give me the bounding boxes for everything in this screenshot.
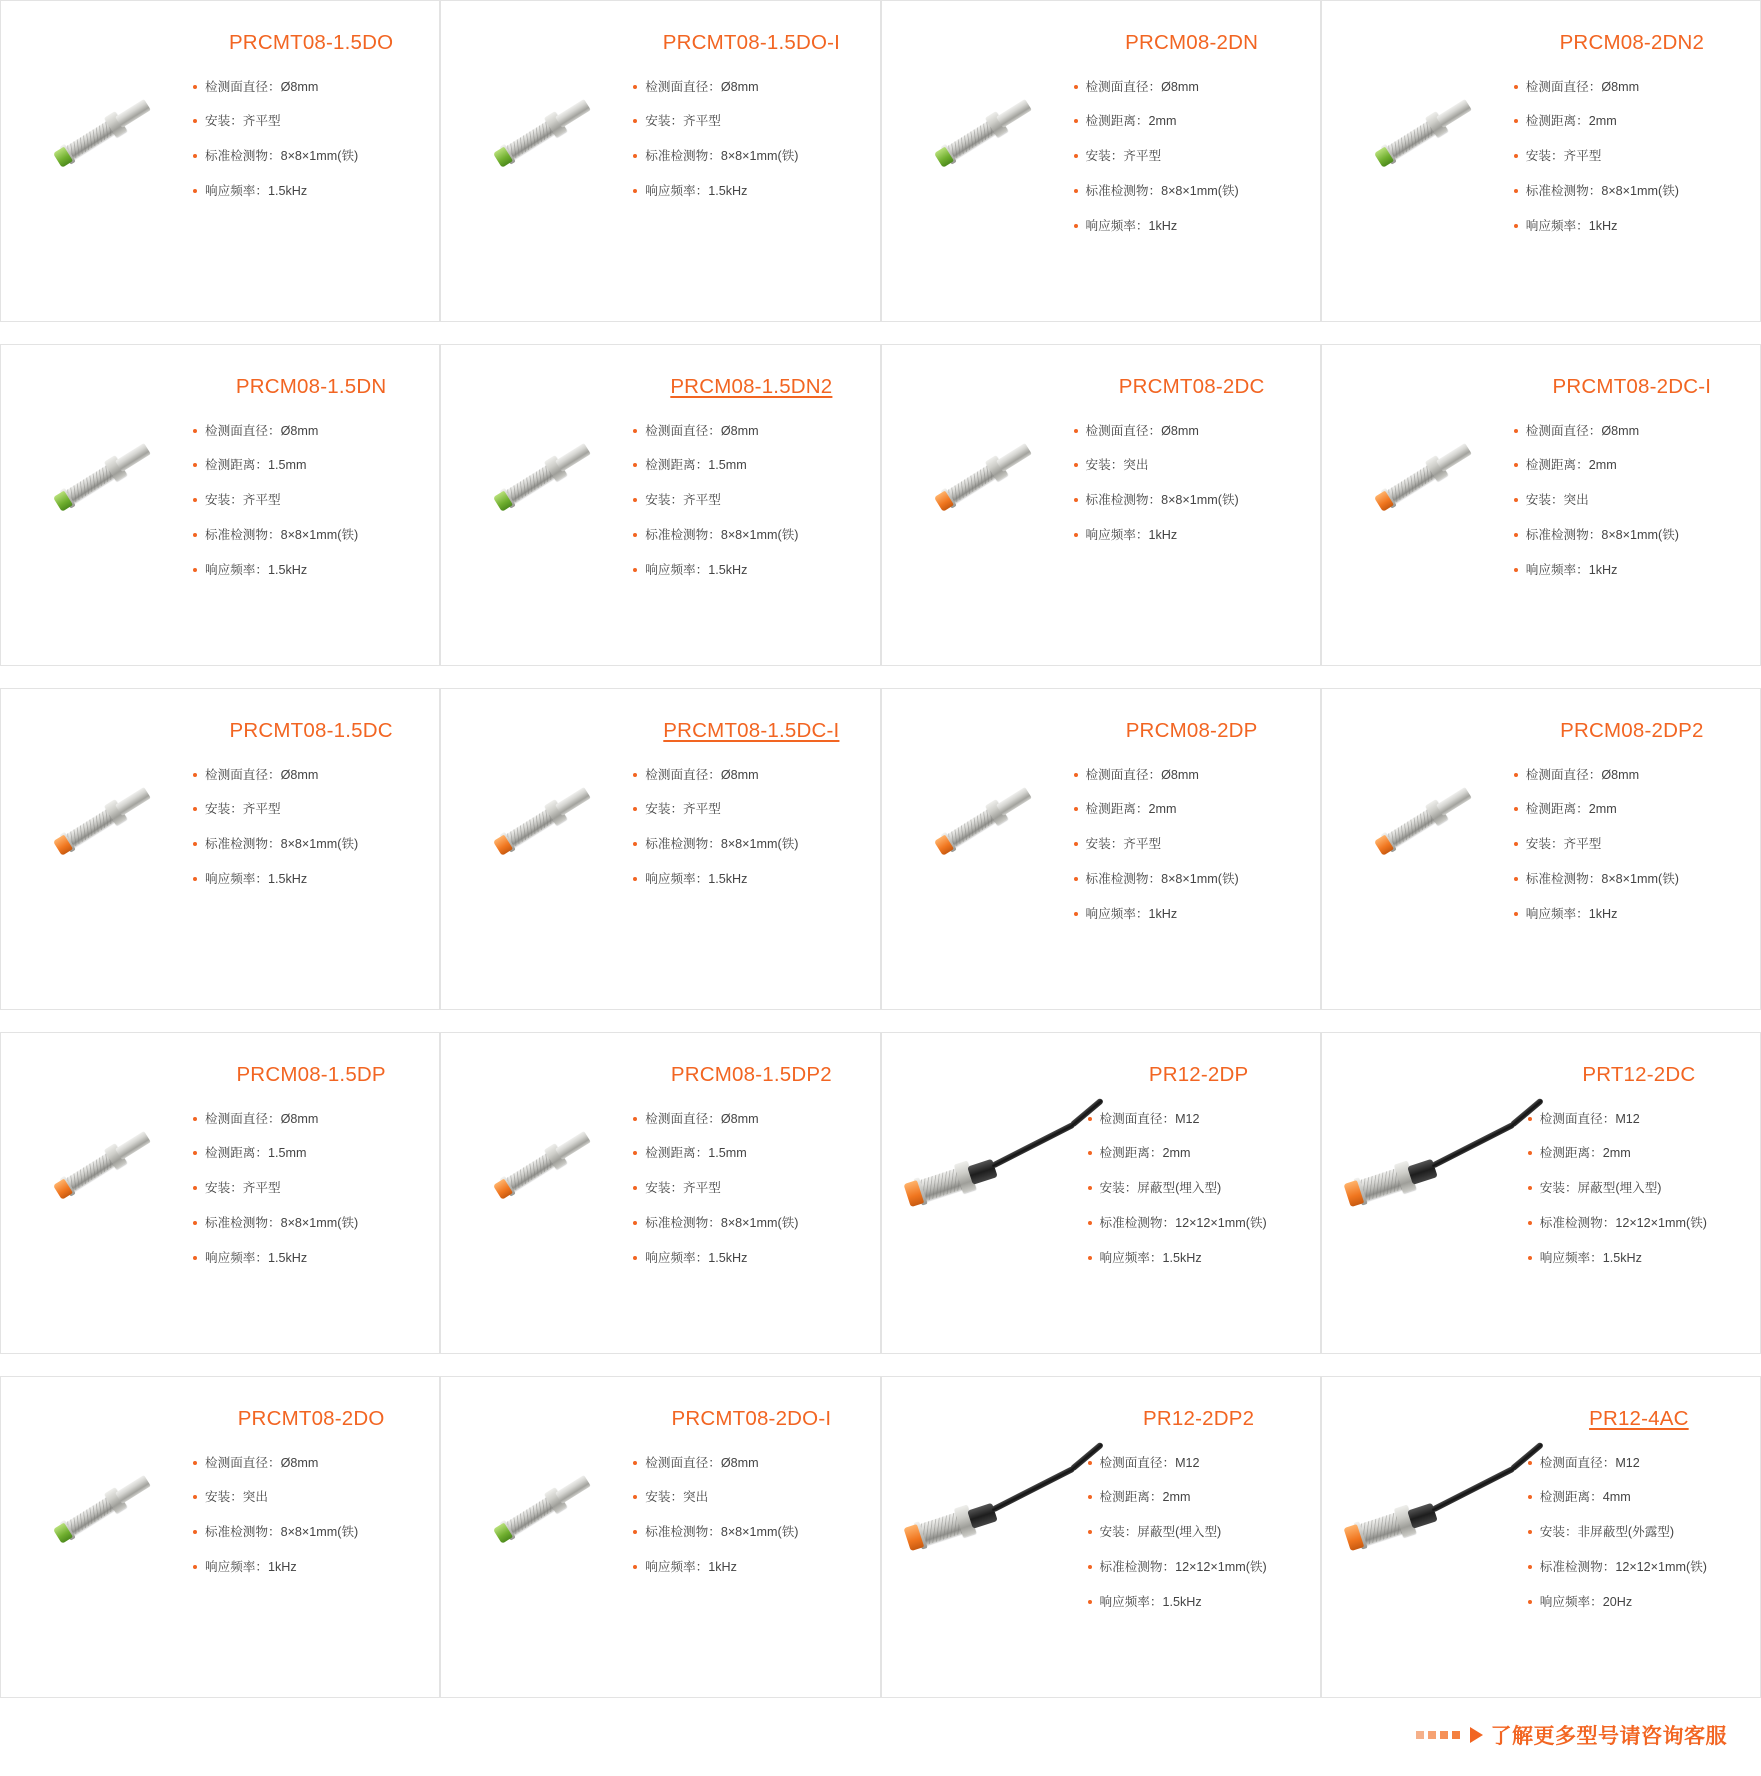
spec-item: 标准检测物：8×8×1mm(铁) <box>633 526 869 545</box>
spec-list <box>633 1110 869 1268</box>
spec-item: 响应频率：20Hz <box>1528 1593 1750 1612</box>
spec-item: 标准检测物：8×8×1mm(铁) <box>193 1214 429 1233</box>
spec-item: 检测距离：2mm <box>1074 112 1310 131</box>
proximity-sensor-icon <box>1320 1424 1538 1597</box>
spec-item: 响应频率：1.5kHz <box>193 1249 429 1268</box>
spec-item: 安装：齐平型 <box>193 800 429 819</box>
spec-item: 响应频率：1kHz <box>1074 905 1310 924</box>
product-model-title[interactable]: PR12-2DP <box>1148 1063 1249 1086</box>
spec-item: 安装：突出 <box>1514 491 1750 510</box>
product-info <box>1070 707 1310 924</box>
spec-item: 检测面直径：Ø8mm <box>1074 78 1310 97</box>
proximity-sensor-icon <box>6 387 197 568</box>
product-model-title[interactable]: PRCMT08-1.5DO <box>228 31 394 54</box>
spec-item: 安装：齐平型 <box>633 491 869 510</box>
spec-item: 标准检测物：8×8×1mm(铁) <box>633 1523 869 1542</box>
spec-item: 安装：齐平型 <box>1074 835 1310 854</box>
row-separator <box>0 322 1761 344</box>
spec-item: 安装：齐平型 <box>193 491 429 510</box>
spec-item: 响应频率：1.5kHz <box>193 561 429 580</box>
spec-item: 响应频率：1.5kHz <box>633 870 869 889</box>
product-info <box>1510 363 1750 580</box>
product-image <box>894 1395 1084 1625</box>
product-image <box>1334 707 1510 937</box>
spec-item: 响应频率：1.5kHz <box>1528 1249 1750 1268</box>
proximity-sensor-icon <box>886 43 1077 224</box>
spec-item: 检测面直径：Ø8mm <box>1514 78 1750 97</box>
spec-item: 安装：突出 <box>1074 456 1310 475</box>
spec-item: 标准检测物：8×8×1mm(铁) <box>1074 491 1310 510</box>
product-card[interactable] <box>0 344 440 666</box>
spec-item: 检测面直径：Ø8mm <box>1514 422 1750 441</box>
spec-item: 标准检测物：8×8×1mm(铁) <box>633 835 869 854</box>
spec-item: 响应频率：1.5kHz <box>633 561 869 580</box>
proximity-sensor-icon <box>1320 1080 1538 1253</box>
spec-list <box>1074 422 1310 546</box>
product-image <box>13 1395 189 1625</box>
spec-item: 检测面直径：M12 <box>1088 1454 1310 1473</box>
product-card[interactable] <box>1321 344 1761 666</box>
row-separator <box>0 1010 1761 1032</box>
product-info <box>189 707 429 889</box>
product-info <box>1510 19 1750 236</box>
proximity-sensor-icon <box>1326 731 1517 912</box>
proximity-sensor-icon <box>880 1080 1098 1253</box>
proximity-sensor-icon <box>6 731 197 912</box>
spec-list <box>193 766 429 890</box>
spec-item: 检测面直径：Ø8mm <box>1514 766 1750 785</box>
spec-item: 检测距离：2mm <box>1528 1144 1750 1163</box>
spec-item: 检测面直径：Ø8mm <box>633 1454 869 1473</box>
spec-item: 标准检测物：12×12×1mm(铁) <box>1528 1558 1750 1577</box>
footer-cta-label: 了解更多型号请咨询客服 <box>1490 1725 1727 1748</box>
footer-cta[interactable] <box>0 1698 1761 1776</box>
spec-list <box>1088 1110 1310 1268</box>
spec-item: 响应频率：1.5kHz <box>633 1249 869 1268</box>
product-image <box>1334 363 1510 593</box>
proximity-sensor-icon <box>1326 387 1517 568</box>
product-model-title[interactable]: PRCMT08-1.5DC-I <box>663 719 840 742</box>
spec-item: 检测面直径：M12 <box>1528 1110 1750 1129</box>
product-model-title[interactable]: PRCM08-1.5DN <box>235 375 387 398</box>
product-info <box>629 363 869 580</box>
product-card[interactable] <box>440 1376 880 1698</box>
proximity-sensor-icon <box>880 1424 1098 1597</box>
spec-item: 标准检测物：8×8×1mm(铁) <box>633 1214 869 1233</box>
product-card[interactable] <box>0 688 440 1010</box>
spec-item: 安装：齐平型 <box>193 1179 429 1198</box>
product-image <box>13 363 189 593</box>
proximity-sensor-icon <box>446 731 637 912</box>
product-image <box>1334 1051 1524 1281</box>
proximity-sensor-icon <box>886 731 1077 912</box>
product-image <box>13 1051 189 1281</box>
product-card[interactable] <box>881 1032 1321 1354</box>
spec-list <box>193 1454 429 1578</box>
product-info <box>629 1395 869 1577</box>
spec-item: 标准检测物：8×8×1mm(铁) <box>1514 870 1750 889</box>
product-model-title[interactable]: PRCMT08-2DO <box>237 1407 385 1430</box>
product-card[interactable] <box>0 1032 440 1354</box>
spec-item: 标准检测物：8×8×1mm(铁) <box>193 147 429 166</box>
product-image <box>453 363 629 593</box>
spec-item: 标准检测物：8×8×1mm(铁) <box>633 147 869 166</box>
product-info <box>189 1051 429 1268</box>
spec-item: 检测面直径：Ø8mm <box>633 766 869 785</box>
spec-item: 检测面直径：Ø8mm <box>633 1110 869 1129</box>
spec-item: 检测距离：2mm <box>1514 456 1750 475</box>
product-card[interactable] <box>881 1376 1321 1698</box>
product-card[interactable] <box>440 0 880 322</box>
spec-item: 标准检测物：12×12×1mm(铁) <box>1528 1214 1750 1233</box>
product-card[interactable] <box>0 1376 440 1698</box>
spec-item: 标准检测物：12×12×1mm(铁) <box>1088 1214 1310 1233</box>
dots-decoration <box>1416 1731 1464 1739</box>
spec-item: 安装：屏蔽型(埋入型) <box>1088 1523 1310 1542</box>
spec-item: 检测面直径：Ø8mm <box>1074 766 1310 785</box>
spec-item: 检测面直径：Ø8mm <box>193 766 429 785</box>
spec-item: 检测距离：1.5mm <box>633 456 869 475</box>
spec-item: 检测面直径：Ø8mm <box>193 1110 429 1129</box>
product-model-title[interactable]: PRCMT08-2DO-I <box>671 1407 832 1430</box>
spec-item: 安装：齐平型 <box>193 112 429 131</box>
spec-list <box>1528 1454 1750 1612</box>
spec-item: 安装：齐平型 <box>1514 835 1750 854</box>
spec-item: 检测面直径：Ø8mm <box>193 1454 429 1473</box>
spec-item: 响应频率：1kHz <box>1074 217 1310 236</box>
product-image <box>894 707 1070 937</box>
spec-item: 安装：齐平型 <box>1514 147 1750 166</box>
product-info <box>189 1395 429 1577</box>
product-image <box>13 707 189 937</box>
product-card[interactable] <box>881 0 1321 322</box>
spec-item: 检测距离：1.5mm <box>633 1144 869 1163</box>
spec-item: 检测距离：2mm <box>1088 1488 1310 1507</box>
product-image <box>894 1051 1084 1281</box>
spec-item: 检测距离：4mm <box>1528 1488 1750 1507</box>
product-info <box>1524 1051 1750 1268</box>
product-card[interactable] <box>1321 1032 1761 1354</box>
product-card[interactable] <box>440 688 880 1010</box>
spec-item: 响应频率：1kHz <box>193 1558 429 1577</box>
product-model-title[interactable]: PRCM08-2DN <box>1125 31 1259 54</box>
proximity-sensor-icon <box>6 1075 197 1256</box>
product-info <box>1070 363 1310 545</box>
arrow-icon <box>1470 1727 1483 1743</box>
proximity-sensor-icon <box>886 387 1077 568</box>
spec-item: 检测距离：2mm <box>1514 112 1750 131</box>
spec-item: 安装：屏蔽型(埋入型) <box>1088 1179 1310 1198</box>
spec-list <box>633 1454 869 1578</box>
product-model-title[interactable]: PRCM08-1.5DN2 <box>670 375 833 398</box>
spec-item: 检测面直径：M12 <box>1088 1110 1310 1129</box>
spec-item: 检测距离：2mm <box>1088 1144 1310 1163</box>
spec-list <box>633 78 869 202</box>
row-separator <box>0 666 1761 688</box>
proximity-sensor-icon <box>6 43 197 224</box>
product-image <box>894 363 1070 593</box>
product-model-title[interactable]: PRT12-2DC <box>1582 1063 1696 1086</box>
product-info <box>1510 707 1750 924</box>
row-separator <box>0 1354 1761 1376</box>
product-image <box>453 1395 629 1625</box>
spec-list <box>1074 766 1310 924</box>
product-image <box>13 19 189 249</box>
product-info <box>1524 1395 1750 1612</box>
spec-item: 响应频率：1kHz <box>1514 561 1750 580</box>
spec-list <box>1074 78 1310 236</box>
product-info <box>189 363 429 580</box>
spec-item: 标准检测物：8×8×1mm(铁) <box>1514 182 1750 201</box>
product-model-title[interactable]: PRCMT08-1.5DC <box>229 719 393 742</box>
product-info <box>629 707 869 889</box>
product-model-title[interactable]: PRCM08-1.5DP2 <box>670 1063 832 1086</box>
product-card[interactable] <box>1321 1376 1761 1698</box>
spec-item: 检测面直径：Ø8mm <box>193 78 429 97</box>
product-image <box>453 19 629 249</box>
product-info <box>629 19 869 201</box>
product-model-title[interactable]: PR12-4AC <box>1589 1407 1689 1430</box>
product-card[interactable] <box>881 688 1321 1010</box>
spec-item: 检测距离：1.5mm <box>193 1144 429 1163</box>
product-model-title[interactable]: PRCM08-2DP2 <box>1560 719 1704 742</box>
spec-item: 标准检测物：8×8×1mm(铁) <box>1074 870 1310 889</box>
product-model-title[interactable]: PRCMT08-1.5DO-I <box>662 31 841 54</box>
product-image <box>453 707 629 937</box>
product-card[interactable] <box>881 344 1321 666</box>
spec-item: 安装：突出 <box>193 1488 429 1507</box>
product-model-title[interactable]: PRCMT08-2DC-I <box>1552 375 1712 398</box>
spec-item: 标准检测物：8×8×1mm(铁) <box>1514 526 1750 545</box>
spec-item: 标准检测物：8×8×1mm(铁) <box>193 835 429 854</box>
spec-item: 响应频率：1kHz <box>633 1558 869 1577</box>
spec-item: 检测距离：2mm <box>1074 800 1310 819</box>
spec-item: 安装：屏蔽型(埋入型) <box>1528 1179 1750 1198</box>
spec-item: 安装：齐平型 <box>633 1179 869 1198</box>
spec-item: 标准检测物：8×8×1mm(铁) <box>193 1523 429 1542</box>
spec-list <box>1528 1110 1750 1268</box>
proximity-sensor-icon <box>446 43 637 224</box>
spec-list <box>193 422 429 580</box>
spec-list <box>193 1110 429 1268</box>
spec-item: 检测面直径：Ø8mm <box>1074 422 1310 441</box>
product-card[interactable] <box>440 1032 880 1354</box>
spec-list <box>193 78 429 202</box>
proximity-sensor-icon <box>446 1075 637 1256</box>
proximity-sensor-icon <box>446 1419 637 1600</box>
spec-item: 检测面直径：M12 <box>1528 1454 1750 1473</box>
spec-item: 响应频率：1kHz <box>1514 217 1750 236</box>
product-image <box>1334 19 1510 249</box>
product-info <box>1084 1395 1310 1612</box>
spec-item: 响应频率：1.5kHz <box>1088 1593 1310 1612</box>
proximity-sensor-icon <box>446 387 637 568</box>
product-model-title[interactable]: PRCMT08-2DC <box>1118 375 1265 398</box>
product-image <box>894 19 1070 249</box>
product-card[interactable] <box>1321 0 1761 322</box>
spec-list <box>1088 1454 1310 1612</box>
product-info <box>1070 19 1310 236</box>
product-model-title[interactable]: PR12-2DP2 <box>1143 1407 1255 1430</box>
spec-item: 安装：非屏蔽型(外露型) <box>1528 1523 1750 1542</box>
spec-item: 安装：齐平型 <box>633 800 869 819</box>
product-card[interactable] <box>0 0 440 322</box>
spec-item: 安装：齐平型 <box>1074 147 1310 166</box>
product-model-title[interactable]: PRCM08-2DP <box>1125 719 1258 742</box>
product-image <box>453 1051 629 1281</box>
proximity-sensor-icon <box>6 1419 197 1600</box>
product-info <box>1084 1051 1310 1268</box>
spec-item: 检测距离：2mm <box>1514 800 1750 819</box>
spec-item: 响应频率：1kHz <box>1074 526 1310 545</box>
spec-list <box>1514 422 1750 580</box>
product-info <box>189 19 429 201</box>
spec-item: 安装：齐平型 <box>633 112 869 131</box>
spec-item: 检测面直径：Ø8mm <box>633 78 869 97</box>
spec-item: 标准检测物：8×8×1mm(铁) <box>1074 182 1310 201</box>
product-model-title[interactable]: PRCM08-1.5DP <box>236 1063 386 1086</box>
spec-list <box>1514 78 1750 236</box>
spec-item: 响应频率：1.5kHz <box>633 182 869 201</box>
spec-list <box>633 422 869 580</box>
product-model-title[interactable]: PRCM08-2DN2 <box>1559 31 1705 54</box>
spec-item: 标准检测物：12×12×1mm(铁) <box>1088 1558 1310 1577</box>
product-image <box>1334 1395 1524 1625</box>
proximity-sensor-icon <box>1326 43 1517 224</box>
spec-item: 响应频率：1.5kHz <box>193 182 429 201</box>
spec-item: 响应频率：1.5kHz <box>193 870 429 889</box>
product-card[interactable] <box>440 344 880 666</box>
product-info <box>629 1051 869 1268</box>
spec-item: 检测距离：1.5mm <box>193 456 429 475</box>
spec-list <box>633 766 869 890</box>
spec-item: 检测面直径：Ø8mm <box>633 422 869 441</box>
spec-item: 响应频率：1.5kHz <box>1088 1249 1310 1268</box>
spec-item: 检测面直径：Ø8mm <box>193 422 429 441</box>
spec-item: 标准检测物：8×8×1mm(铁) <box>193 526 429 545</box>
spec-item: 安装：突出 <box>633 1488 869 1507</box>
spec-item: 响应频率：1kHz <box>1514 905 1750 924</box>
spec-list <box>1514 766 1750 924</box>
product-card[interactable] <box>1321 688 1761 1010</box>
